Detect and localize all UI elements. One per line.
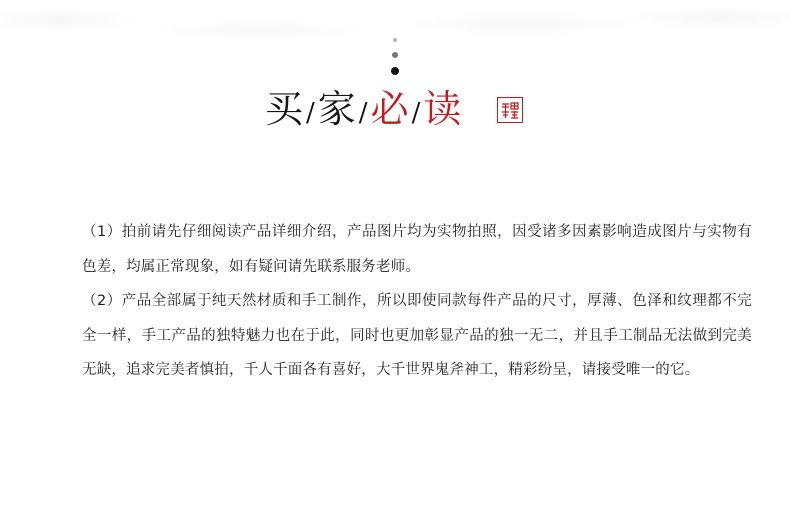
page-title bbox=[265, 84, 461, 134]
title-separator-2: / bbox=[358, 98, 368, 128]
title-char-3: 必 bbox=[370, 87, 409, 131]
title-separator-3: / bbox=[411, 98, 421, 128]
title-char-2: 家 bbox=[317, 87, 356, 131]
dot-large bbox=[391, 67, 399, 75]
ink-wash-background bbox=[0, 0, 790, 60]
title-char-1: 买 bbox=[265, 87, 304, 131]
title-char-4: 读 bbox=[423, 87, 462, 131]
red-seal-stamp-icon bbox=[497, 97, 523, 123]
notice-paragraph-1: （1）拍前请先仔细阅读产品详细介绍，产品图片均为实物拍照，因受诸多因素影响造成图片与实物有色差，均属正常现象，如有疑问请先联系服务老师。 bbox=[82, 224, 752, 275]
dot-small bbox=[393, 38, 397, 42]
buyer-notice-content bbox=[82, 215, 752, 388]
dot-medium bbox=[392, 52, 398, 58]
notice-paragraph-2: （2）产品全部属于纯天然材质和手工制作，所以即使同款每件产品的尺寸，厚薄、色泽和纹理都不完全一样，手工产品的独特魅力也在于此，同时也更加彰显产品的独一无二，并且手工制品无法做到完美无缺，追求完美者慎拍，千人千面各有喜好，大千世界鬼斧神工，精彩纷呈，请接受唯一的它。 bbox=[82, 293, 752, 378]
title-separator-1: / bbox=[306, 98, 315, 128]
